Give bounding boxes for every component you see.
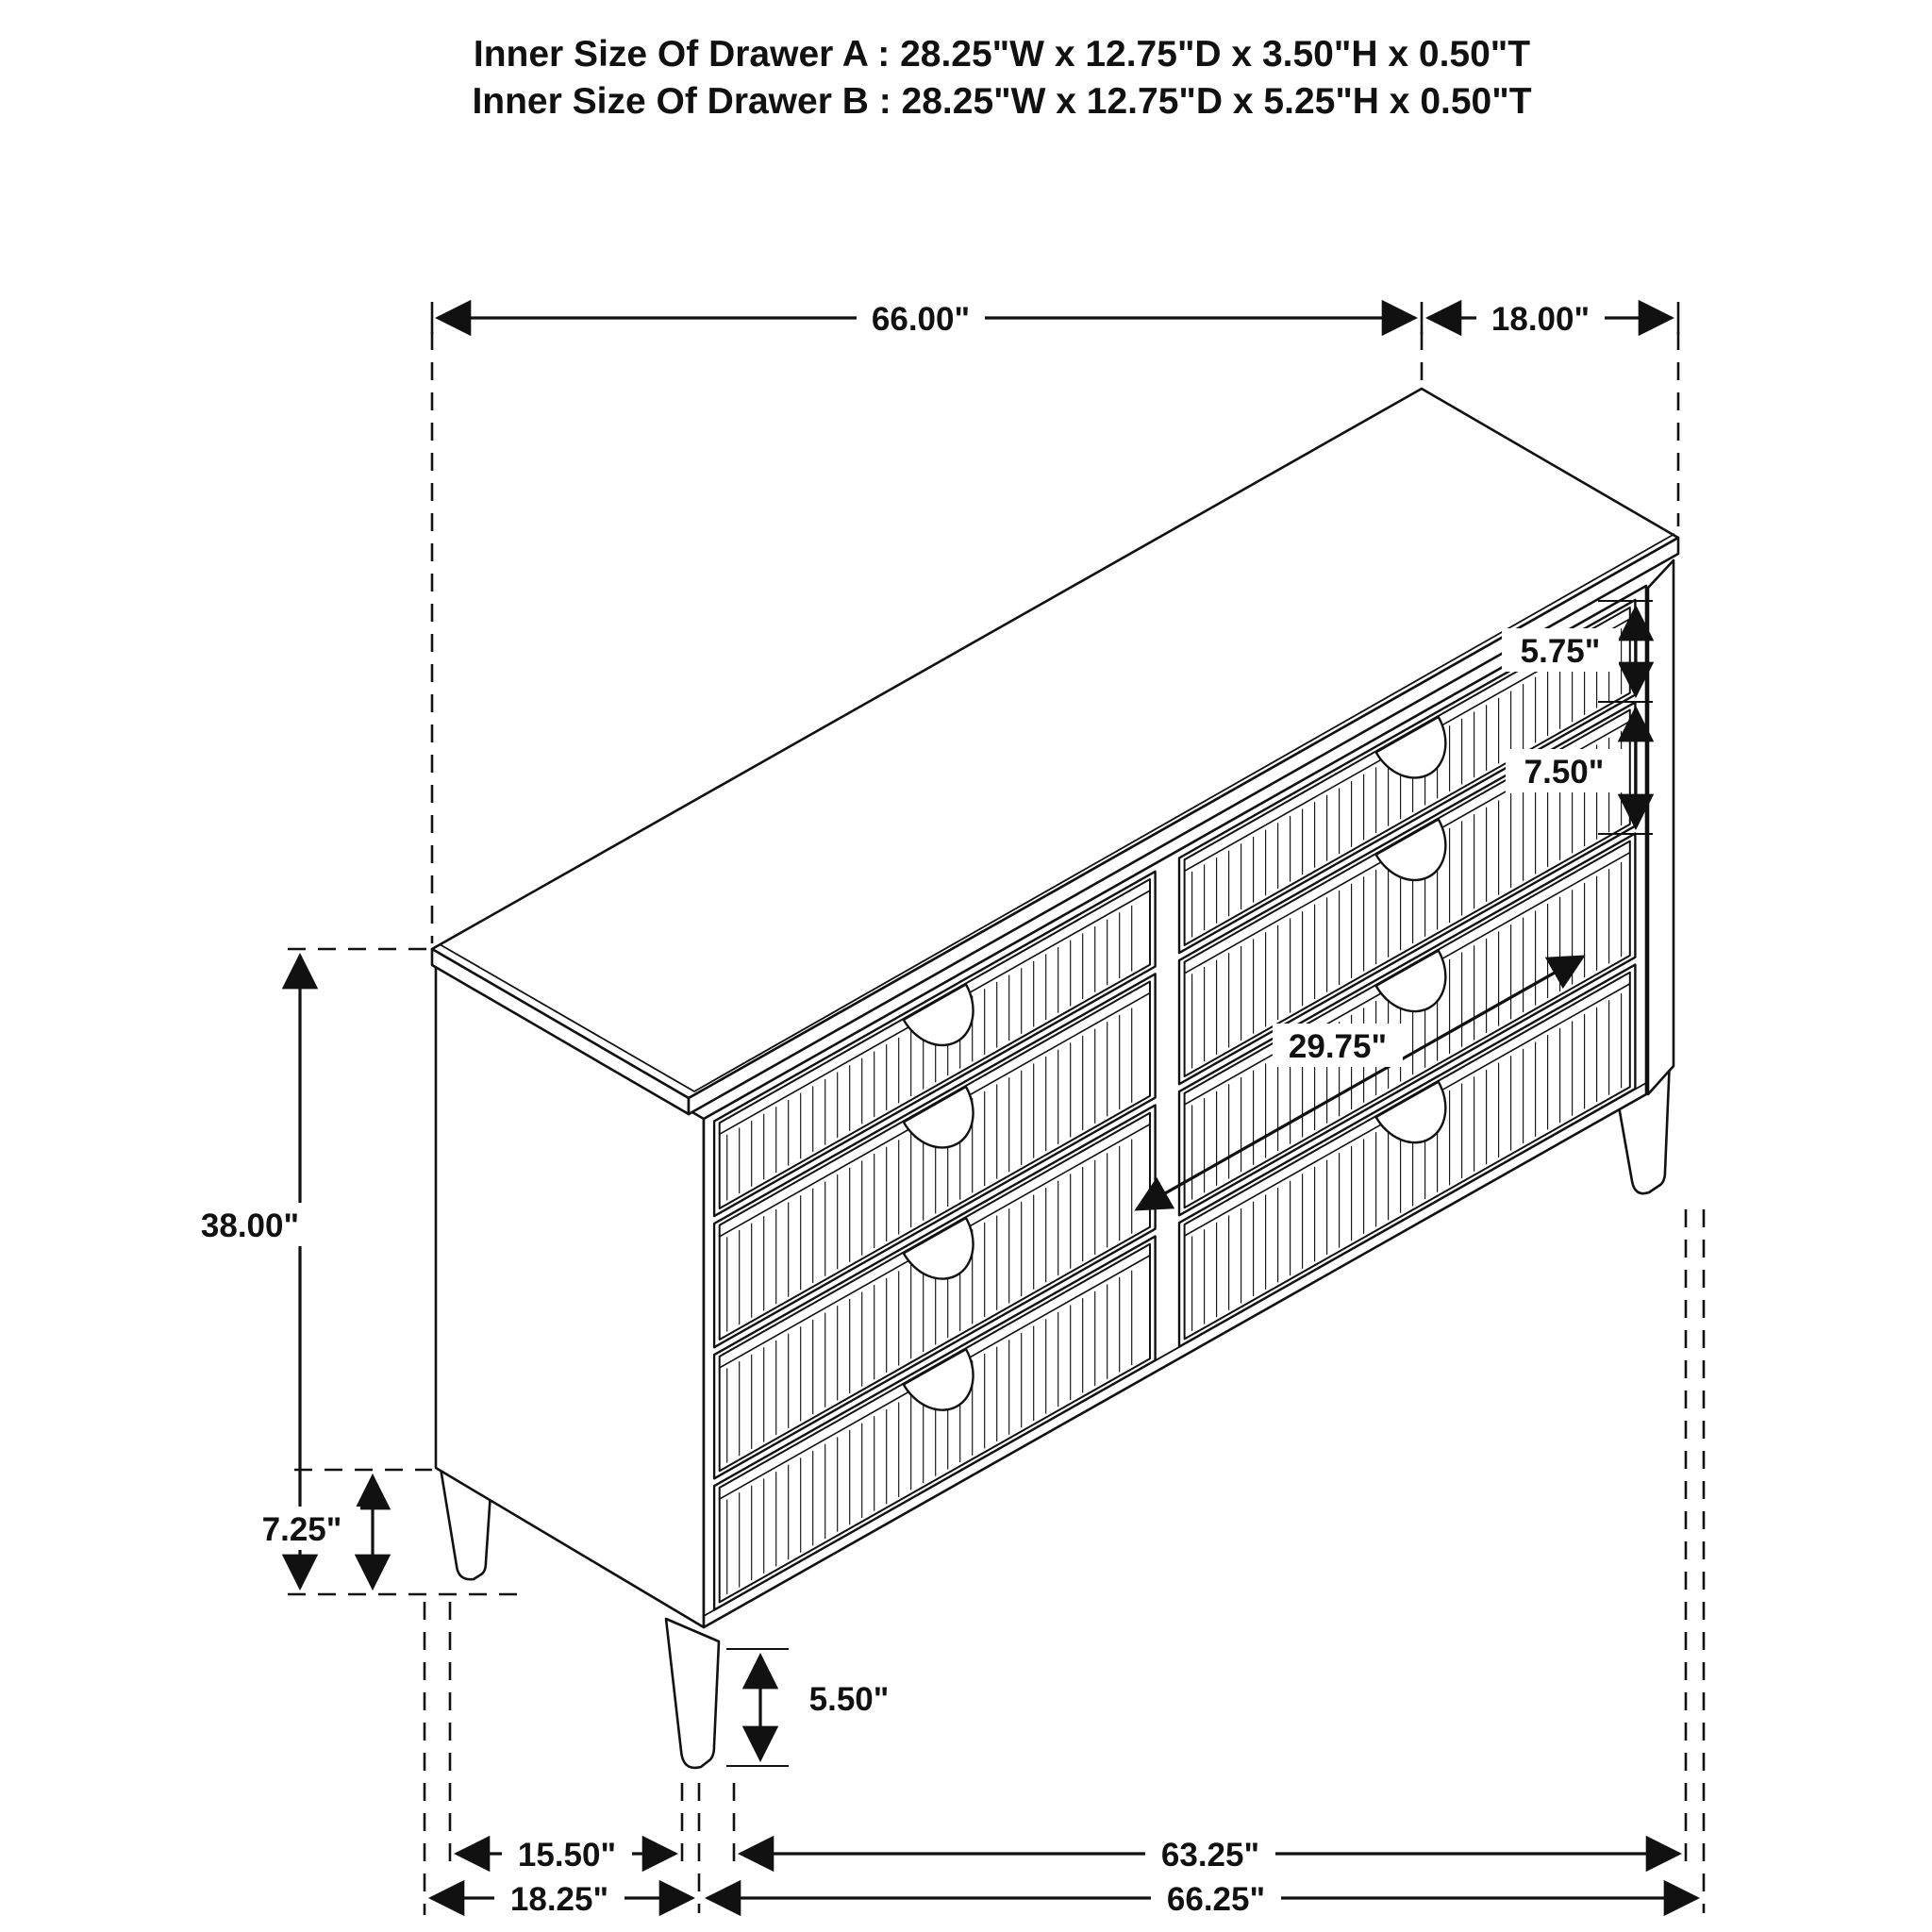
leg-front-left: [666, 1619, 719, 1768]
header: [472, 34, 1531, 122]
dim-value-side-leg: 7.25": [261, 1511, 342, 1548]
dim-label-leg-spacing-front: [1145, 1832, 1275, 1875]
dresser-drawing: [432, 389, 1678, 1768]
dim-label-drawer-width: [1273, 1024, 1403, 1067]
dim-label-overall-width: [1151, 1876, 1281, 1920]
dim-value-overall-height: 38.00": [200, 1208, 300, 1244]
header-drawer-a: Inner Size Of Drawer A : 28.25"W x 12.75"D x 3.50"H x 0.50"T: [473, 34, 1531, 75]
dim-value-drawer-b-height: 7.50": [1524, 754, 1605, 791]
dim-value-drawer-width: 29.75": [1288, 1028, 1388, 1065]
dim-value-base-depth: 18.25": [509, 1881, 609, 1918]
dim-value-front-leg: 5.50": [808, 1681, 890, 1718]
dim-value-drawer-a-height: 5.75": [1520, 633, 1601, 670]
dim-label-front-leg: [791, 1676, 908, 1720]
dim-label-drawer-b-height: [1506, 749, 1623, 792]
dim-value-top-width: 66.00": [871, 301, 971, 338]
dim-label-drawer-a-height: [1502, 628, 1619, 672]
dim-value-leg-spacing-front: 63.25": [1160, 1837, 1260, 1874]
dim-label-top-depth: [1476, 296, 1605, 340]
dim-label-base-depth: [494, 1876, 625, 1920]
dim-label-overall-height: [184, 1203, 316, 1246]
right-end-edge: [1648, 560, 1674, 1094]
dim-value-top-depth: 18.00": [1491, 301, 1591, 338]
dim-label-top-width: [857, 296, 985, 340]
dim-label-leg-spacing-side: [502, 1832, 632, 1875]
dim-label-side-leg: [243, 1507, 360, 1550]
dim-value-leg-spacing-side: 15.50": [517, 1837, 617, 1874]
dim-value-overall-width: 66.25": [1166, 1881, 1266, 1918]
header-drawer-b: Inner Size Of Drawer B : 28.25"W x 12.75"D x 5.25"H x 0.50"T: [472, 81, 1532, 122]
